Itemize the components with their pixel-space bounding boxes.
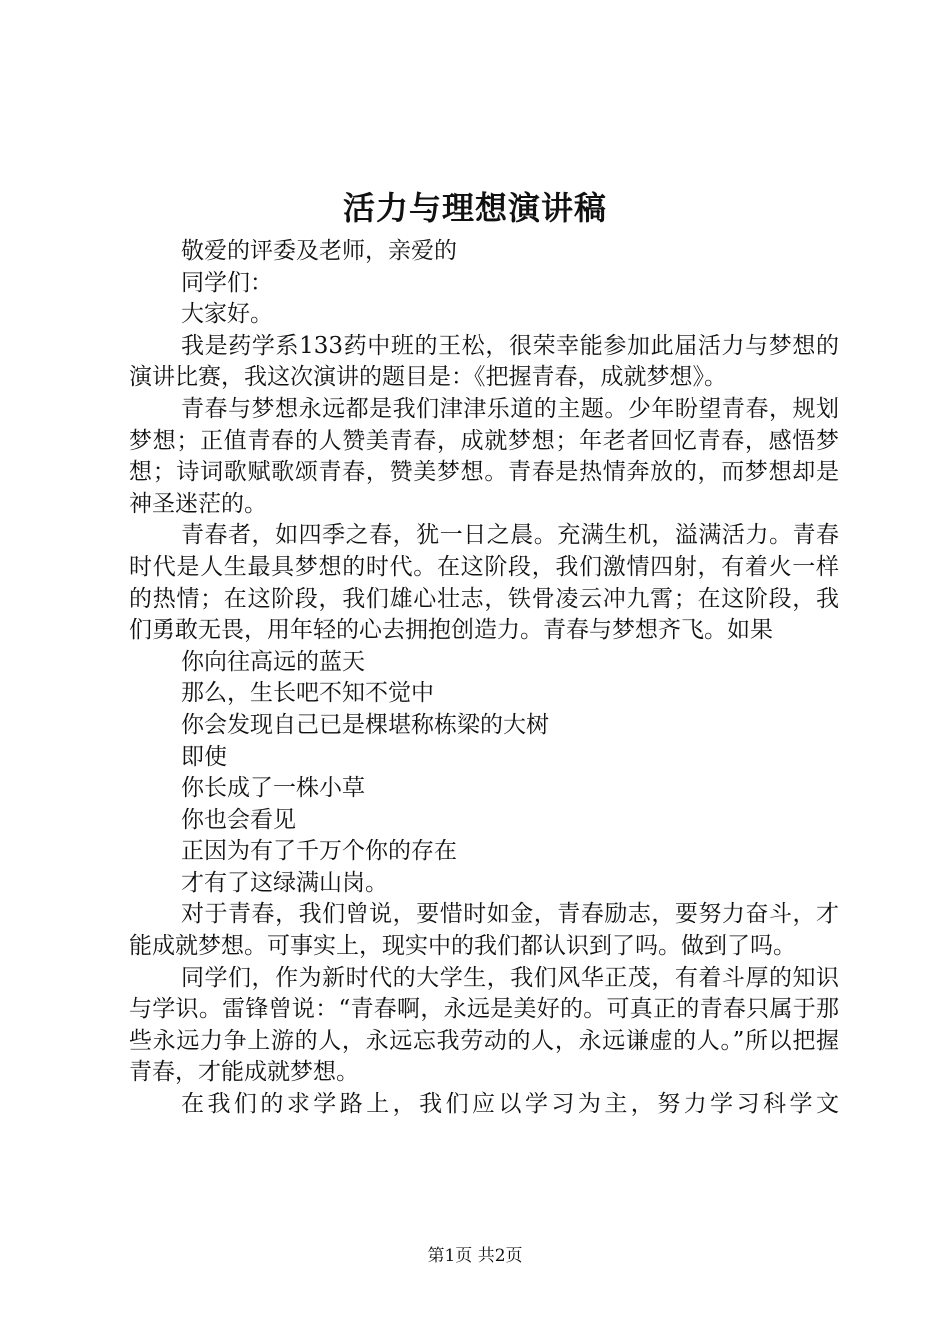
paragraph-salutation: 敬爱的评委及老师，亲爱的 bbox=[181, 238, 457, 264]
paragraph-theme: 青春与梦想永远都是我们津津乐道的主题。少年盼望青春，规划梦想；正值青春的人赞美青春，成就梦想；年老者回忆青春，感悟梦想；诗词歌赋歌颂青春，赞美梦想。青春是热情奔放的，而梦想却是神圣迷茫的。 bbox=[129, 395, 839, 517]
poem-line: 你会发现自己已是棵堪称栋梁的大树 bbox=[181, 711, 549, 738]
poem-line: 即使 bbox=[181, 743, 227, 770]
paragraph-reflection: 对于青春，我们曾说，要惜时如金，青春励志，要努力奋斗，才能成就梦想。可事实上，现实中的我们都认识到了吗。做到了吗。 bbox=[129, 901, 839, 960]
paragraph-students: 同学们，作为新时代的大学生，我们风华正茂，有着斗厚的知识与学识。雷锋曾说：“青春啊，永远是美好的。可真正的青春只属于那些永远力争上游的人，永远忘我劳动的人，永远谦虚的人。”所以把握青春，才能成就梦想。 bbox=[129, 964, 839, 1086]
poem-line: 正因为有了千万个你的存在 bbox=[181, 838, 457, 865]
poem-line: 你长成了一株小草 bbox=[181, 775, 365, 802]
poem-line: 那么，生长吧不知不觉中 bbox=[181, 680, 434, 707]
paragraph-youth: 青春者，如四季之春，犹一日之晨。充满生机，溢满活力。青春时代是人生最具梦想的时代。在这阶段，我们激情四射，有着火一样的热情；在这阶段，我们雄心壮志，铁骨凌云冲九霄；在这阶段，我们勇敢无畏，用年轻的心去拥抱创造力。青春与梦想齐飞。如果 bbox=[129, 522, 839, 644]
paragraph-greeting: 大家好。 bbox=[181, 301, 273, 328]
document-title: 活力与理想演讲稿 bbox=[342, 189, 607, 227]
poem-line: 才有了这绿满山岗。 bbox=[181, 869, 388, 896]
paragraph-intro: 我是药学系133药中班的王松，很荣幸能参加此届活力与梦想的演讲比赛，我这次演讲的题目是：《把握青春，成就梦想》。 bbox=[129, 332, 839, 391]
paragraph-salutation-cont: 同学们： bbox=[181, 269, 273, 296]
poem-line: 你也会看见 bbox=[181, 806, 296, 833]
page-footer: 第1页 共2页 bbox=[427, 1246, 523, 1266]
poem-line: 你向往高远的蓝天 bbox=[181, 648, 365, 675]
document-body bbox=[129, 236, 839, 1121]
paragraph-study: 在我们的求学路上，我们应以学习为主，努力学习科学文 bbox=[181, 1091, 839, 1118]
